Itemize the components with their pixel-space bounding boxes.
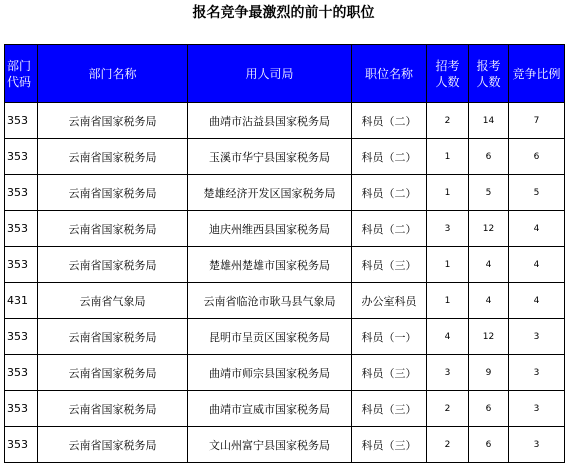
dept-name-cell: 云南省国家税务局 xyxy=(38,355,188,391)
employer-cell: 曲靖市沾益县国家税务局 xyxy=(188,103,352,139)
position-cell: 科员（二） xyxy=(352,211,427,247)
applicants-cell: 6 xyxy=(469,391,509,427)
quota-cell: 1 xyxy=(427,283,469,319)
header-col-position xyxy=(352,45,427,103)
dept-code-cell: 353 xyxy=(5,427,38,463)
ratio-cell: 4 xyxy=(509,283,565,319)
table-row xyxy=(5,427,565,463)
dept-code-cell: 353 xyxy=(5,355,38,391)
employer-cell: 曲靖市宣威市国家税务局 xyxy=(188,391,352,427)
ratio-cell: 4 xyxy=(509,247,565,283)
positions-table xyxy=(4,44,565,463)
applicants-cell: 4 xyxy=(469,247,509,283)
header-label-line1: 部门名称 xyxy=(88,66,137,81)
dept-code-cell: 353 xyxy=(5,319,38,355)
dept-code-cell: 353 xyxy=(5,211,38,247)
dept-code-cell: 353 xyxy=(5,139,38,175)
header-label-line2: 代码 xyxy=(7,74,32,89)
quota-cell: 3 xyxy=(427,211,469,247)
position-cell: 科员（三） xyxy=(352,247,427,283)
applicants-cell: 4 xyxy=(469,283,509,319)
header-row xyxy=(5,45,565,103)
position-cell: 科员（三） xyxy=(352,391,427,427)
ratio-cell: 3 xyxy=(509,355,565,391)
employer-cell: 昆明市呈贡区国家税务局 xyxy=(188,319,352,355)
quota-cell: 2 xyxy=(427,103,469,139)
table-row xyxy=(5,283,565,319)
ratio-cell: 6 xyxy=(509,139,565,175)
ratio-cell: 4 xyxy=(509,211,565,247)
header-col-employer xyxy=(188,45,352,103)
quota-cell: 1 xyxy=(427,139,469,175)
quota-cell: 1 xyxy=(427,175,469,211)
applicants-cell: 12 xyxy=(469,211,509,247)
dept-code-cell: 353 xyxy=(5,103,38,139)
table-body xyxy=(5,103,565,463)
table-row xyxy=(5,211,565,247)
dept-code-cell: 353 xyxy=(5,247,38,283)
dept-name-cell: 云南省气象局 xyxy=(38,283,188,319)
table-row xyxy=(5,247,565,283)
applicants-cell: 5 xyxy=(469,175,509,211)
ratio-cell: 3 xyxy=(509,427,565,463)
quota-cell: 3 xyxy=(427,355,469,391)
quota-cell: 4 xyxy=(427,319,469,355)
table-row xyxy=(5,391,565,427)
header-label-line1: 用人司局 xyxy=(245,66,294,81)
position-cell: 科员（二） xyxy=(352,103,427,139)
header-col-quota xyxy=(427,45,469,103)
header-label-line1: 招考 xyxy=(435,58,460,73)
table-row xyxy=(5,103,565,139)
position-cell: 科员（三） xyxy=(352,427,427,463)
dept-code-cell: 353 xyxy=(5,391,38,427)
position-cell: 科员（一） xyxy=(352,319,427,355)
dept-name-cell: 云南省国家税务局 xyxy=(38,391,188,427)
employer-cell: 文山州富宁县国家税务局 xyxy=(188,427,352,463)
position-cell: 科员（三） xyxy=(352,355,427,391)
header-col-dept-code xyxy=(5,45,38,103)
header-label-line2: 人数 xyxy=(476,74,501,89)
quota-cell: 1 xyxy=(427,247,469,283)
applicants-cell: 9 xyxy=(469,355,509,391)
quota-cell: 2 xyxy=(427,427,469,463)
applicants-cell: 6 xyxy=(469,427,509,463)
quota-cell: 2 xyxy=(427,391,469,427)
ratio-cell: 7 xyxy=(509,103,565,139)
table-row xyxy=(5,139,565,175)
employer-cell: 迪庆州维西县国家税务局 xyxy=(188,211,352,247)
dept-name-cell: 云南省国家税务局 xyxy=(38,139,188,175)
table-row xyxy=(5,319,565,355)
ratio-cell: 5 xyxy=(509,175,565,211)
applicants-cell: 12 xyxy=(469,319,509,355)
header-label-line1: 部门 xyxy=(7,58,32,73)
dept-name-cell: 云南省国家税务局 xyxy=(38,103,188,139)
employer-cell: 云南省临沧市耿马县气象局 xyxy=(188,283,352,319)
employer-cell: 楚雄州楚雄市国家税务局 xyxy=(188,247,352,283)
header-label-line1: 报考 xyxy=(476,58,501,73)
header-label-line2: 人数 xyxy=(435,74,460,89)
dept-name-cell: 云南省国家税务局 xyxy=(38,319,188,355)
dept-code-cell: 431 xyxy=(5,283,38,319)
applicants-cell: 6 xyxy=(469,139,509,175)
dept-name-cell: 云南省国家税务局 xyxy=(38,427,188,463)
table-row xyxy=(5,355,565,391)
position-cell: 办公室科员 xyxy=(352,283,427,319)
header-col-dept-name xyxy=(38,45,188,103)
applicants-cell: 14 xyxy=(469,103,509,139)
table-row xyxy=(5,175,565,211)
dept-code-cell: 353 xyxy=(5,175,38,211)
header-col-applicants xyxy=(469,45,509,103)
employer-cell: 玉溪市华宁县国家税务局 xyxy=(188,139,352,175)
employer-cell: 曲靖市师宗县国家税务局 xyxy=(188,355,352,391)
ratio-cell: 3 xyxy=(509,319,565,355)
dept-name-cell: 云南省国家税务局 xyxy=(38,247,188,283)
page-title: 报名竞争最激烈的前十的职位 xyxy=(192,5,375,21)
dept-name-cell: 云南省国家税务局 xyxy=(38,175,188,211)
employer-cell: 楚雄经济开发区国家税务局 xyxy=(188,175,352,211)
header-label-line1: 职位名称 xyxy=(364,66,413,81)
ratio-cell: 3 xyxy=(509,391,565,427)
header-label-line1: 竞争比例 xyxy=(512,66,561,81)
dept-name-cell: 云南省国家税务局 xyxy=(38,211,188,247)
position-cell: 科员（二） xyxy=(352,175,427,211)
position-cell: 科员（二） xyxy=(352,139,427,175)
header-col-ratio xyxy=(509,45,565,103)
